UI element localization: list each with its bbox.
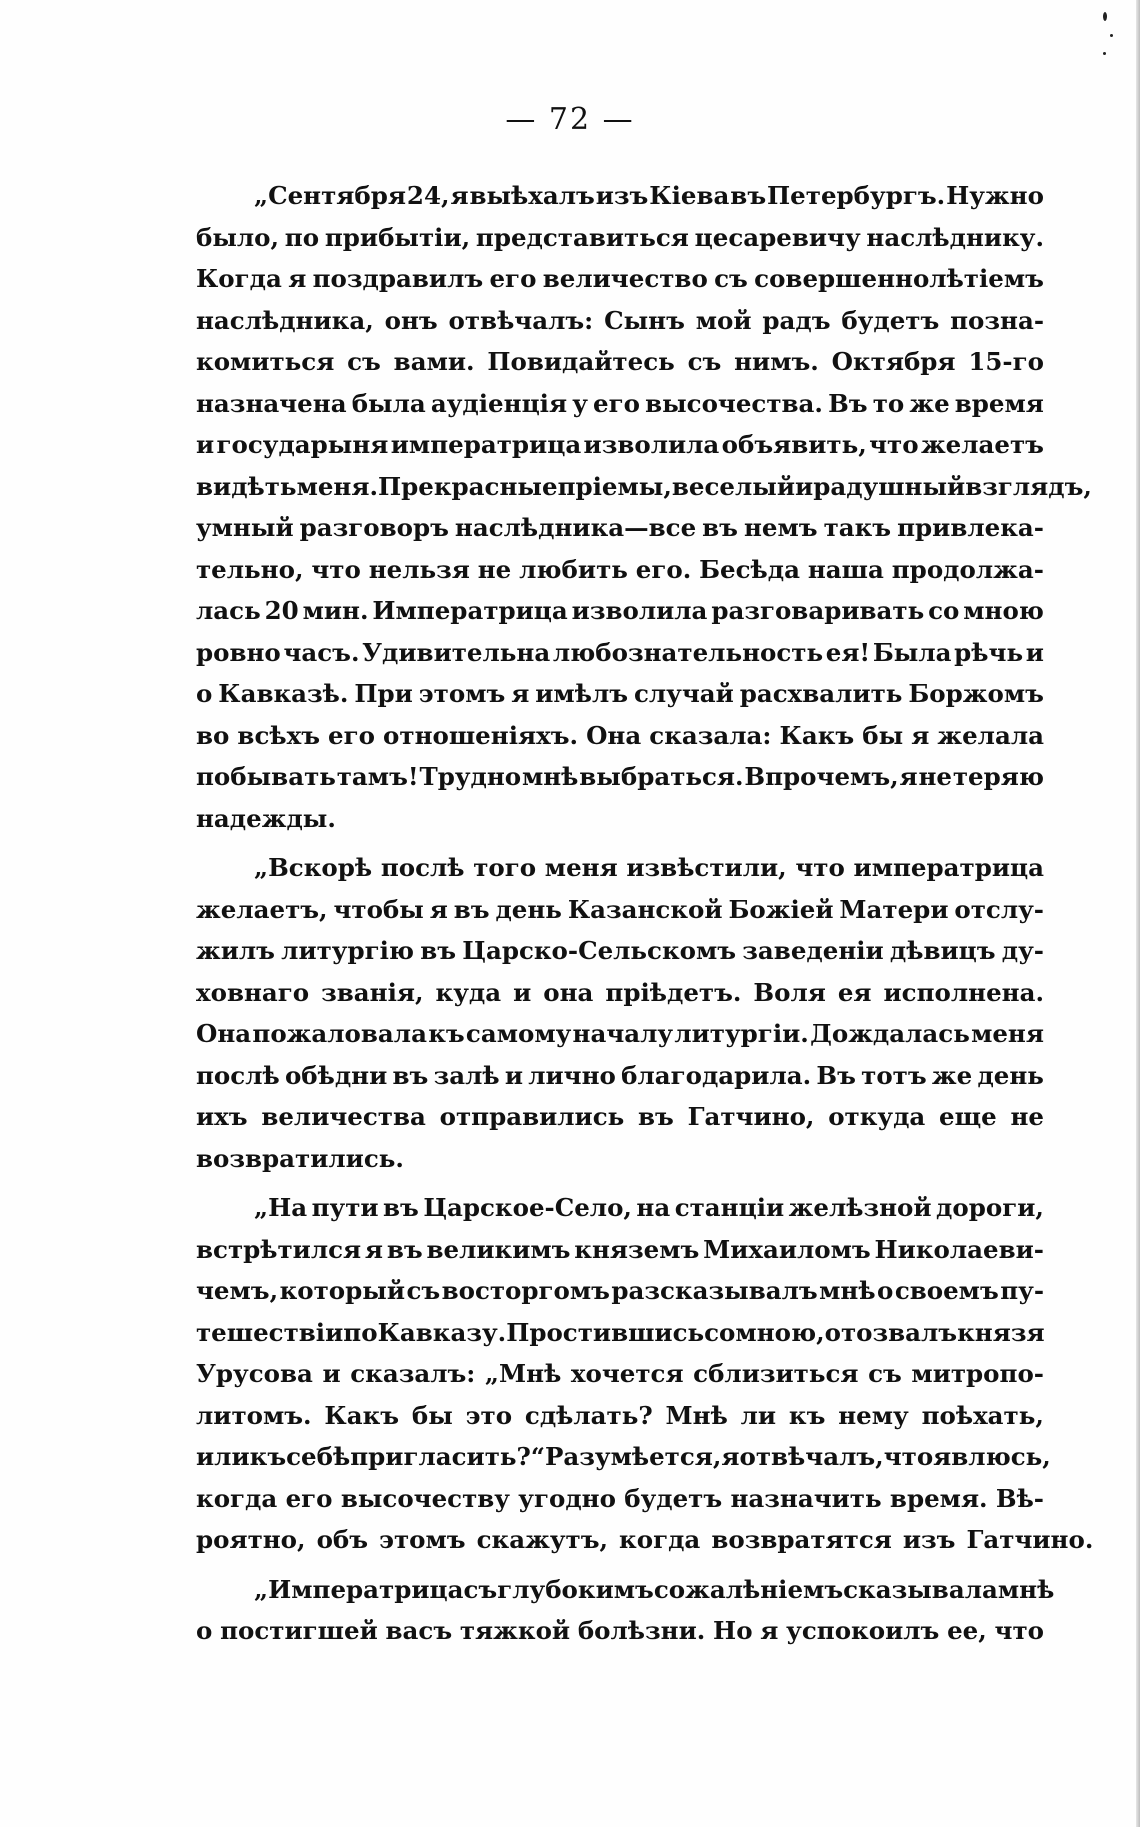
- text-line: желаетъ, чтобы я въ день Казанской Божіей Матери отслу-: [196, 894, 1044, 924]
- text-line: или къ себѣ пригласить?“ Разумѣется, я отвѣчалъ, что явлюсь,: [196, 1442, 1051, 1471]
- text-line: послѣ обѣдни въ залѣ и лично благодарила. Въ тотъ же день: [196, 1060, 1044, 1090]
- text-line: жилъ литургію въ Царско-Сельскомъ заведеніи дѣвицъ ду-: [196, 936, 1044, 965]
- text-line: ровно часъ. Удивительна любознательность ея! Была рѣчь и: [196, 637, 1044, 667]
- ink-speck: [1103, 12, 1107, 21]
- text-line: „Сентября 24, я выѣхалъ изъ Кіева въ Петербургъ. Нужно: [254, 181, 1044, 210]
- page-edge-shadow: [1136, 0, 1140, 1827]
- text-line: встрѣтился я въ великимъ княземъ Михаиломъ Николаеви-: [196, 1234, 1044, 1264]
- text-line: было, по прибытіи, представиться цесаревичу наслѣднику.: [196, 222, 1044, 252]
- text-line: назначена была аудіенція у его высочества. Въ то же время: [196, 388, 1044, 418]
- ink-speck: [1110, 34, 1113, 37]
- page-number: — 72 —: [505, 102, 635, 137]
- text-line: комиться съ вами. Повидайтесь съ нимъ. Октября 15-го: [196, 347, 1044, 376]
- text-line: наслѣдника, онъ отвѣчалъ: Сынъ мой радъ будетъ позна-: [196, 305, 1044, 335]
- text-line: „Вскорѣ послѣ того меня извѣстили, что императрица: [254, 853, 1044, 882]
- text-line: возвратились.: [196, 1143, 404, 1173]
- text-line: Она пожаловала къ самому началу литургіи. Дождалась меня: [196, 1019, 1044, 1048]
- text-line: во всѣхъ его отношеніяхъ. Она сказала: Какъ бы я желала: [196, 720, 1044, 750]
- text-line: Урусова и сказалъ: „Мнѣ хочется сблизиться съ митропо-: [196, 1359, 1044, 1388]
- text-line: тельно, что нельзя не любить его. Бесѣда наша продолжа-: [196, 554, 1044, 584]
- text-line: литомъ. Какъ бы это сдѣлать? Мнѣ ли къ нему поѣхать,: [196, 1400, 1044, 1430]
- ink-speck: [1103, 52, 1106, 55]
- text-line: когда его высочеству угодно будетъ назначить время. Вѣ-: [196, 1483, 1044, 1513]
- text-line: Когда я поздравилъ его величество съ совершеннолѣтіемъ: [196, 264, 1044, 293]
- text-line: чемъ, который съ восторгомъ разсказывалъ мнѣ о своемъ пу-: [196, 1276, 1044, 1305]
- paragraph-gap: [196, 1561, 1044, 1569]
- body-text: [196, 175, 1094, 1652]
- text-line: о Кавказѣ. При этомъ я имѣлъ случай расхвалить Боржомъ: [196, 679, 1044, 708]
- text-line: „Императрица съ глубокимъ сожалѣніемъ сказывала мнѣ: [254, 1574, 1055, 1604]
- paragraph-gap: [196, 1179, 1044, 1187]
- paragraph-gap: [196, 839, 1044, 847]
- text-line: роятно, объ этомъ скажутъ, когда возвратятся изъ Гатчино.: [196, 1525, 1094, 1554]
- text-line: ихъ величества отправились въ Гатчино, откуда еще не: [196, 1102, 1044, 1131]
- text-line: и государыня императрица изволила объявить, что желаетъ: [196, 430, 1044, 459]
- text-line: лась 20 мин. Императрица изволила разговаривать со мною: [196, 596, 1044, 625]
- text-line: побывать тамъ! Трудно мнѣ выбраться. Впрочемъ, я не теряю: [196, 762, 1044, 791]
- text-line: ховнаго званія, куда и она пріѣдетъ. Воля ея исполнена.: [196, 977, 1044, 1007]
- text-line: тешествіи по Кавказу. Простившись со мною, отозвалъ князя: [196, 1317, 1045, 1347]
- text-line: надежды.: [196, 803, 336, 833]
- text-line: о постигшей васъ тяжкой болѣзни. Но я успокоилъ ее, что: [196, 1616, 1044, 1645]
- text-line: видѣть меня. Прекрасные пріемы, веселый и радушный взглядъ,: [196, 471, 1092, 501]
- text-line: „На пути въ Царское-Село, на станціи желѣзной дороги,: [254, 1193, 1044, 1222]
- text-line: умный разговоръ наслѣдника—все въ немъ такъ привлека-: [196, 513, 1044, 542]
